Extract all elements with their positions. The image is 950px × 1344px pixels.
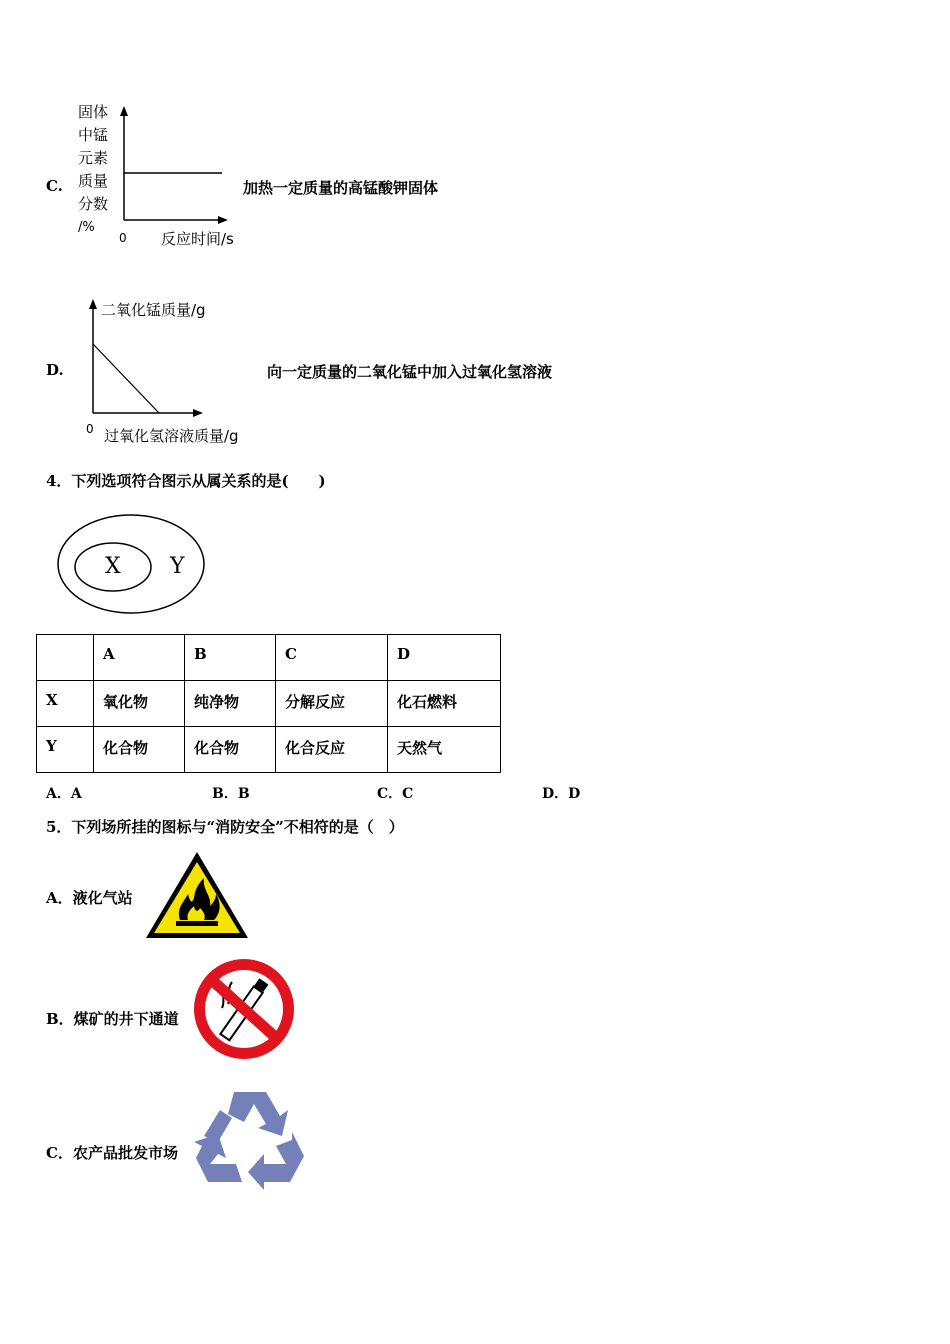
option-d-xlabel: 过氧化氢溶液质量/g — [104, 427, 239, 445]
table-cell: 化合反应 — [276, 727, 388, 773]
option-c-letter: C. — [46, 177, 63, 195]
table-cell: 化合物 — [94, 727, 185, 773]
option-c-xlabel: 反应时间/s — [161, 230, 234, 248]
choice-b[interactable]: B．B — [212, 786, 250, 802]
table-cell: B — [185, 635, 276, 681]
choice-c[interactable]: C．C — [377, 786, 414, 802]
option-d-graph — [84, 296, 208, 420]
question-5-stem: 5．下列场所挂的图标与“消防安全”不相符的是（ ） — [46, 818, 404, 836]
option-d-ylabel: 二氧化锰质量/g — [101, 301, 206, 319]
table-cell: 分解反应 — [276, 681, 388, 727]
table-cell: D — [388, 635, 501, 681]
table-cell — [37, 635, 94, 681]
table-cell: 化石燃料 — [388, 681, 501, 727]
option-c-origin: 0 — [119, 231, 127, 245]
table-header-row — [37, 635, 501, 681]
venn-inner-label: X — [105, 554, 121, 579]
q5-option-c-text[interactable]: C．农产品批发市场 — [46, 1144, 178, 1162]
option-d-origin: 0 — [86, 422, 94, 436]
table-cell: 化合物 — [185, 727, 276, 773]
question-4-stem: 4．下列选项符合图示从属关系的是( ) — [46, 472, 326, 490]
recycle-icon — [192, 1088, 308, 1194]
option-c-graph — [112, 104, 232, 226]
option-c-ylabel: 固体 中锰 元素 质量 分数 /% — [78, 103, 109, 235]
table-row — [37, 681, 501, 727]
option-d-decreasing-line — [93, 344, 159, 413]
q5-option-a-text[interactable]: A．液化气站 — [46, 889, 133, 907]
table-cell: 氧化物 — [94, 681, 185, 727]
flammable-warning-icon — [142, 848, 252, 942]
table-cell: X — [37, 681, 94, 727]
classification-table — [36, 634, 501, 773]
venn-outer-label: Y — [170, 554, 185, 579]
choice-d[interactable]: D．D — [542, 786, 581, 802]
option-d-description: 向一定质量的二氧化锰中加入过氧化氢溶液 — [267, 363, 553, 381]
table-cell: 天然气 — [388, 727, 501, 773]
q5-option-b-text[interactable]: B．煤矿的井下通道 — [46, 1010, 179, 1028]
option-c-description: 加热一定质量的高锰酸钾固体 — [243, 179, 439, 197]
table-cell: 纯净物 — [185, 681, 276, 727]
choice-a[interactable]: A．A — [46, 786, 82, 802]
no-smoking-icon — [192, 958, 296, 1060]
table-cell: A — [94, 635, 185, 681]
table-row — [37, 727, 501, 773]
table-cell: C — [276, 635, 388, 681]
option-d-letter: D. — [46, 361, 64, 379]
table-cell: Y — [37, 727, 94, 773]
